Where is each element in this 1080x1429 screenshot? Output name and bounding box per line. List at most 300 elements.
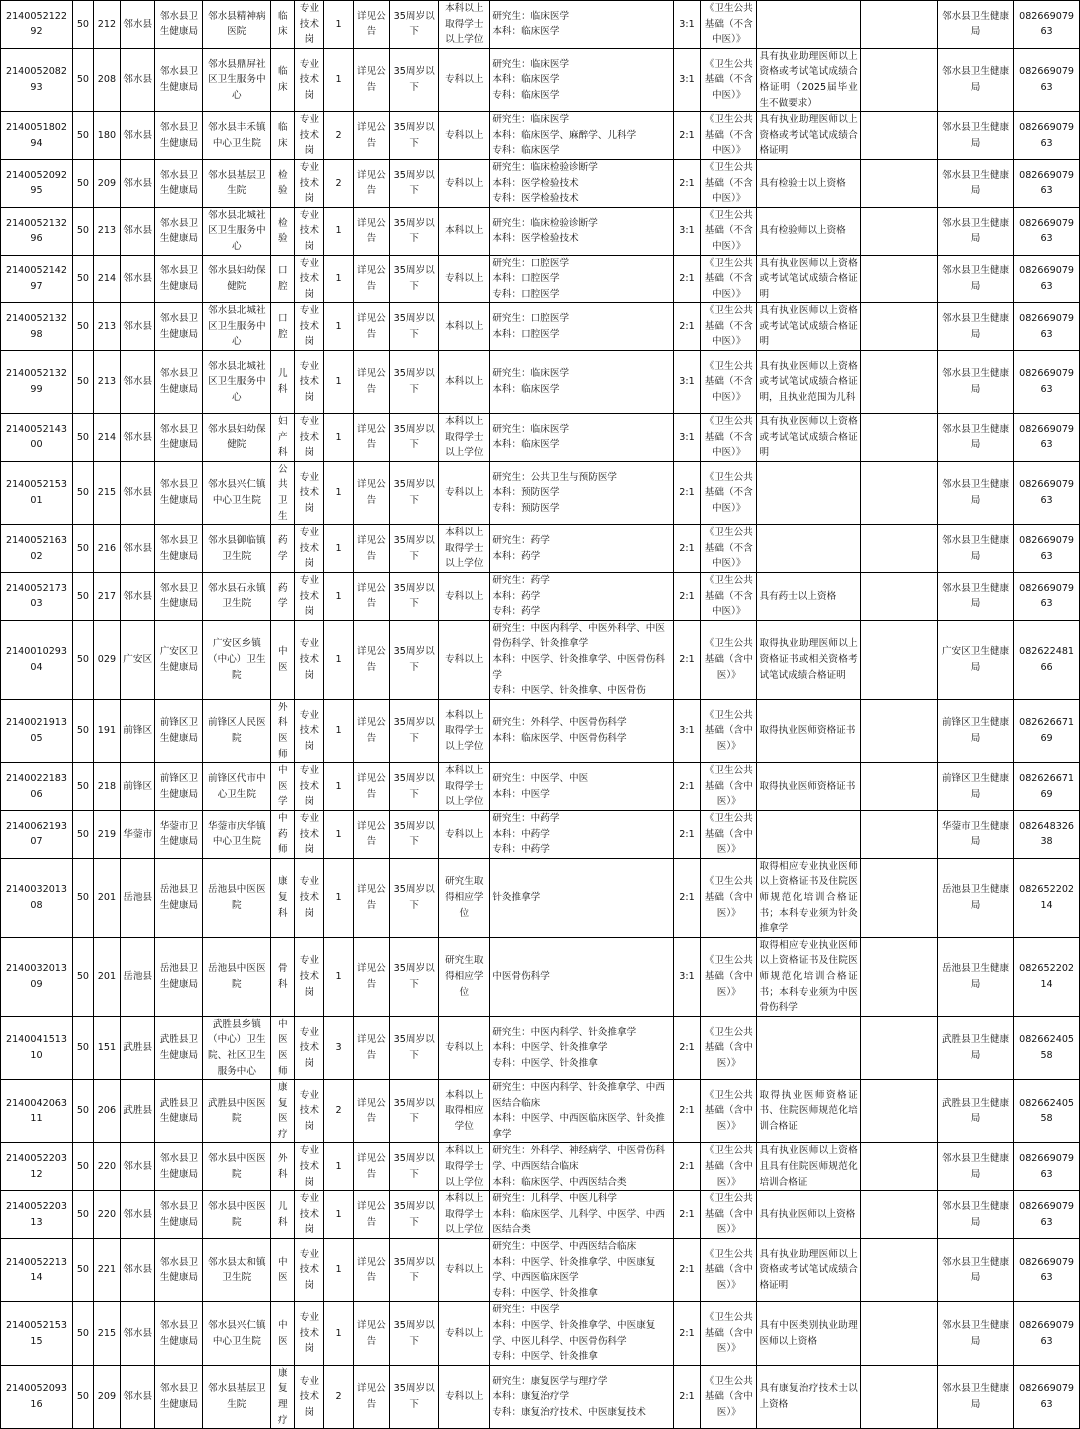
cell-post-name: 外科医师 [271, 699, 295, 762]
cell-post-name: 公共卫生 [271, 461, 295, 524]
cell-unit-code: 216 [93, 525, 120, 573]
cell-position-code: 214002191305 [1, 699, 73, 762]
cell-employer: 邻水县妇幼保健院 [203, 414, 271, 462]
cell-education: 专科以上 [439, 1365, 490, 1428]
cell-remarks [860, 1143, 937, 1191]
cell-position-code: 214003201308 [1, 858, 73, 937]
cell-exam-subject: 《卫生公共基础（不含中医）》 [701, 573, 757, 621]
cell-age-limit: 35周岁以下 [390, 1302, 439, 1365]
cell-exam-ratio: 2:1 [673, 303, 700, 351]
cell-exam-ratio: 2:1 [673, 620, 700, 699]
cell-requirement: 详见公告 [353, 858, 390, 937]
cell-unit-code: 029 [93, 620, 120, 699]
cell-other-requirements [757, 525, 860, 573]
cell-post-type: 专业技术岗 [295, 1143, 324, 1191]
cell-authority: 武胜县卫生健康局 [155, 1080, 203, 1143]
cell-headcount: 1 [324, 1, 353, 49]
cell-remarks [860, 303, 937, 351]
cell-age-limit: 35周岁以下 [390, 48, 439, 111]
cell-major-requirement: 研究生：中医内科学、针灸推拿学 本科：中医学、针灸推拿学 专科：中医学、针灸推拿 [490, 1016, 674, 1079]
cell-district: 邻水县 [120, 255, 154, 303]
cell-unit-code: 151 [93, 1016, 120, 1079]
cell-headcount: 1 [324, 351, 353, 414]
cell-requirement: 详见公告 [353, 525, 390, 573]
cell-employer: 邻水县御临镇卫生院 [203, 525, 271, 573]
cell-category-code: 50 [73, 1365, 94, 1428]
cell-exam-ratio: 2:1 [673, 573, 700, 621]
cell-employer: 邻水县中医医院 [203, 1191, 271, 1239]
cell-district: 广安区 [120, 620, 154, 699]
cell-consult-phone: 08266907963 [1014, 1365, 1080, 1428]
cell-exam-ratio: 2:1 [673, 1239, 700, 1302]
cell-consult-office: 邻水县卫生健康局 [937, 1191, 1013, 1239]
cell-education: 本科以上取得学士以上学位 [439, 699, 490, 762]
table-row [1, 303, 1080, 351]
cell-other-requirements: 具有检验师以上资格 [757, 207, 860, 255]
cell-requirement: 详见公告 [353, 303, 390, 351]
cell-authority: 邻水县卫生健康局 [155, 303, 203, 351]
cell-requirement: 详见公告 [353, 1080, 390, 1143]
cell-category-code: 50 [73, 525, 94, 573]
cell-education: 本科以上 [439, 207, 490, 255]
cell-district: 岳池县 [120, 858, 154, 937]
cell-post-name: 骨科 [271, 937, 295, 1016]
cell-major-requirement: 研究生：康复医学与理疗学 本科：康复治疗学 专科：康复治疗技术、中医康复技术 [490, 1365, 674, 1428]
cell-requirement: 详见公告 [353, 1016, 390, 1079]
table-row [1, 351, 1080, 414]
cell-headcount: 1 [324, 255, 353, 303]
cell-position-code: 214004206311 [1, 1080, 73, 1143]
cell-position-code: 214005208293 [1, 48, 73, 111]
cell-headcount: 2 [324, 112, 353, 160]
cell-other-requirements: 具有执业助理医师以上资格或考试笔试成绩合格证明（2025届毕业生不做要求） [757, 48, 860, 111]
cell-post-name: 中医学 [271, 763, 295, 811]
cell-other-requirements: 具有执业助理医师以上资格或考试笔试成绩合格证明 [757, 112, 860, 160]
cell-unit-code: 213 [93, 351, 120, 414]
cell-age-limit: 35周岁以下 [390, 1, 439, 49]
table-row [1, 1, 1080, 49]
cell-post-name: 康复理疗 [271, 1365, 295, 1428]
cell-consult-phone: 08265220214 [1014, 937, 1080, 1016]
cell-employer: 岳池县中医医院 [203, 937, 271, 1016]
cell-post-type: 专业技术岗 [295, 620, 324, 699]
cell-category-code: 50 [73, 937, 94, 1016]
cell-post-name: 中医 [271, 1239, 295, 1302]
cell-consult-phone: 08266907963 [1014, 48, 1080, 111]
cell-post-type: 专业技术岗 [295, 1302, 324, 1365]
cell-consult-office: 邻水县卫生健康局 [937, 1, 1013, 49]
cell-employer: 邻水县基层卫生院 [203, 1365, 271, 1428]
cell-post-name: 口腔 [271, 303, 295, 351]
cell-district: 邻水县 [120, 207, 154, 255]
cell-authority: 邻水县卫生健康局 [155, 207, 203, 255]
cell-exam-subject: 《卫生公共基础（含中医）》 [701, 1239, 757, 1302]
cell-consult-phone: 08266907963 [1014, 112, 1080, 160]
cell-exam-ratio: 2:1 [673, 461, 700, 524]
cell-consult-phone: 08264832638 [1014, 810, 1080, 858]
cell-employer: 邻水县太和镇卫生院 [203, 1239, 271, 1302]
cell-other-requirements: 具有执业医师以上资格 [757, 1191, 860, 1239]
cell-position-code: 214005216302 [1, 525, 73, 573]
cell-consult-phone: 08266907963 [1014, 207, 1080, 255]
cell-age-limit: 35周岁以下 [390, 1016, 439, 1079]
cell-education: 本科以上取得学士以上学位 [439, 1191, 490, 1239]
cell-post-name: 检验 [271, 207, 295, 255]
cell-exam-ratio: 3:1 [673, 1, 700, 49]
cell-unit-code: 219 [93, 810, 120, 858]
cell-headcount: 2 [324, 1080, 353, 1143]
cell-category-code: 50 [73, 1302, 94, 1365]
cell-headcount: 1 [324, 858, 353, 937]
cell-employer: 邻水县中医医院 [203, 1143, 271, 1191]
cell-unit-code: 217 [93, 573, 120, 621]
cell-consult-office: 武胜县卫生健康局 [937, 1016, 1013, 1079]
cell-employer: 前锋区人民医院 [203, 699, 271, 762]
cell-post-type: 专业技术岗 [295, 112, 324, 160]
cell-post-type: 专业技术岗 [295, 48, 324, 111]
cell-requirement: 详见公告 [353, 1191, 390, 1239]
cell-category-code: 50 [73, 1239, 94, 1302]
cell-headcount: 1 [324, 525, 353, 573]
cell-exam-ratio: 2:1 [673, 112, 700, 160]
cell-consult-phone: 08266907963 [1014, 573, 1080, 621]
cell-major-requirement: 研究生：临床医学 本科：临床医学 [490, 414, 674, 462]
cell-exam-ratio: 2:1 [673, 1016, 700, 1079]
cell-employer: 岳池县中医医院 [203, 858, 271, 937]
cell-requirement: 详见公告 [353, 159, 390, 207]
cell-post-name: 儿科 [271, 1191, 295, 1239]
cell-exam-ratio: 2:1 [673, 255, 700, 303]
cell-employer: 前锋区代市中心卫生院 [203, 763, 271, 811]
cell-age-limit: 35周岁以下 [390, 858, 439, 937]
cell-remarks [860, 763, 937, 811]
cell-unit-code: 213 [93, 207, 120, 255]
cell-requirement: 详见公告 [353, 763, 390, 811]
cell-employer: 邻水县北城社区卫生服务中心 [203, 207, 271, 255]
cell-consult-office: 邻水县卫生健康局 [937, 351, 1013, 414]
cell-remarks [860, 1365, 937, 1428]
cell-post-name: 中医 [271, 1302, 295, 1365]
cell-remarks [860, 525, 937, 573]
cell-authority: 邻水县卫生健康局 [155, 1365, 203, 1428]
cell-district: 华蓥市 [120, 810, 154, 858]
cell-other-requirements: 取得执业医师资格证书 [757, 763, 860, 811]
cell-position-code: 214005214297 [1, 255, 73, 303]
cell-education: 研究生取得相应学位 [439, 858, 490, 937]
cell-consult-phone: 08262667169 [1014, 699, 1080, 762]
cell-post-type: 专业技术岗 [295, 1365, 324, 1428]
cell-exam-subject: 《卫生公共基础（不含中医）》 [701, 255, 757, 303]
cell-consult-phone: 08265220214 [1014, 858, 1080, 937]
cell-exam-ratio: 3:1 [673, 937, 700, 1016]
cell-education: 本科以上取得学士以上学位 [439, 763, 490, 811]
cell-other-requirements: 具有执业助理医师以上资格或考试笔试成绩合格证明 [757, 1239, 860, 1302]
cell-consult-office: 邻水县卫生健康局 [937, 414, 1013, 462]
cell-education: 本科以上 [439, 303, 490, 351]
cell-age-limit: 35周岁以下 [390, 937, 439, 1016]
cell-remarks [860, 620, 937, 699]
cell-unit-code: 214 [93, 255, 120, 303]
cell-education: 专科以上 [439, 159, 490, 207]
cell-consult-office: 邻水县卫生健康局 [937, 112, 1013, 160]
cell-unit-code: 209 [93, 1365, 120, 1428]
cell-other-requirements: 具有执业医师以上资格或考试笔试成绩合格证明 [757, 255, 860, 303]
cell-major-requirement: 研究生：临床医学 本科：临床医学 [490, 351, 674, 414]
cell-other-requirements: 取得执业医师资格证书 [757, 699, 860, 762]
cell-consult-phone: 08266907963 [1014, 461, 1080, 524]
cell-age-limit: 35周岁以下 [390, 112, 439, 160]
cell-post-type: 专业技术岗 [295, 810, 324, 858]
cell-employer: 邻水县兴仁镇中心卫生院 [203, 1302, 271, 1365]
cell-exam-subject: 《卫生公共基础（含中医）》 [701, 858, 757, 937]
cell-major-requirement: 中医骨伤科学 [490, 937, 674, 1016]
cell-requirement: 详见公告 [353, 207, 390, 255]
cell-education: 研究生取得相应学位 [439, 937, 490, 1016]
cell-district: 邻水县 [120, 1, 154, 49]
cell-exam-ratio: 2:1 [673, 1080, 700, 1143]
cell-exam-ratio: 3:1 [673, 207, 700, 255]
cell-education: 专科以上 [439, 573, 490, 621]
cell-unit-code: 215 [93, 461, 120, 524]
cell-remarks [860, 112, 937, 160]
cell-position-code: 214004151310 [1, 1016, 73, 1079]
cell-unit-code: 215 [93, 1302, 120, 1365]
cell-remarks [860, 1239, 937, 1302]
cell-consult-office: 广安区卫生健康局 [937, 620, 1013, 699]
cell-authority: 邻水县卫生健康局 [155, 1143, 203, 1191]
cell-other-requirements: 具有执业医师以上资格或考试笔试成绩合格证明 [757, 414, 860, 462]
cell-exam-subject: 《卫生公共基础（含中医）》 [701, 1191, 757, 1239]
cell-major-requirement: 研究生：中医学 本科：中医学、针灸推拿学、中医康复学、中医儿科学、中医骨伤科学 专科：中医学、针灸推拿 [490, 1302, 674, 1365]
cell-district: 邻水县 [120, 1143, 154, 1191]
cell-other-requirements: 具有中医类别执业助理医师以上资格 [757, 1302, 860, 1365]
cell-authority: 邻水县卫生健康局 [155, 1302, 203, 1365]
cell-consult-phone: 08266907963 [1014, 414, 1080, 462]
cell-consult-phone: 08266907963 [1014, 1191, 1080, 1239]
cell-other-requirements [757, 1016, 860, 1079]
cell-remarks [860, 858, 937, 937]
cell-category-code: 50 [73, 461, 94, 524]
cell-remarks [860, 1302, 937, 1365]
table-row [1, 525, 1080, 573]
cell-post-type: 专业技术岗 [295, 1191, 324, 1239]
cell-post-type: 专业技术岗 [295, 1239, 324, 1302]
cell-consult-office: 邻水县卫生健康局 [937, 48, 1013, 111]
cell-consult-office: 邻水县卫生健康局 [937, 255, 1013, 303]
cell-education: 专科以上 [439, 461, 490, 524]
cell-age-limit: 35周岁以下 [390, 763, 439, 811]
cell-employer: 邻水县精神病医院 [203, 1, 271, 49]
cell-consult-office: 邻水县卫生健康局 [937, 1143, 1013, 1191]
cell-requirement: 详见公告 [353, 1302, 390, 1365]
cell-district: 前锋区 [120, 699, 154, 762]
cell-exam-subject: 《卫生公共基础（含中医）》 [701, 1143, 757, 1191]
table-row [1, 1143, 1080, 1191]
cell-exam-subject: 《卫生公共基础（不含中医）》 [701, 48, 757, 111]
cell-employer: 邻水县鼎屏社区卫生服务中心 [203, 48, 271, 111]
cell-headcount: 1 [324, 303, 353, 351]
cell-post-type: 专业技术岗 [295, 1, 324, 49]
cell-category-code: 50 [73, 573, 94, 621]
cell-age-limit: 35周岁以下 [390, 414, 439, 462]
cell-remarks [860, 207, 937, 255]
cell-category-code: 50 [73, 1080, 94, 1143]
cell-age-limit: 35周岁以下 [390, 699, 439, 762]
cell-position-code: 214005180294 [1, 112, 73, 160]
cell-position-code: 214005214300 [1, 414, 73, 462]
cell-category-code: 50 [73, 810, 94, 858]
cell-category-code: 50 [73, 207, 94, 255]
cell-position-code: 214005220312 [1, 1143, 73, 1191]
cell-consult-office: 邻水县卫生健康局 [937, 1365, 1013, 1428]
cell-other-requirements: 具有药士以上资格 [757, 573, 860, 621]
cell-education: 专科以上 [439, 1016, 490, 1079]
cell-category-code: 50 [73, 159, 94, 207]
cell-requirement: 详见公告 [353, 461, 390, 524]
cell-major-requirement: 研究生：口腔医学 本科：口腔医学 [490, 303, 674, 351]
cell-headcount: 1 [324, 1239, 353, 1302]
cell-employer: 邻水县丰禾镇中心卫生院 [203, 112, 271, 160]
cell-major-requirement: 研究生：外科学、神经病学、中医骨伤科学、中西医结合临床 本科：临床医学、中西医结合类 [490, 1143, 674, 1191]
cell-remarks [860, 48, 937, 111]
cell-district: 前锋区 [120, 763, 154, 811]
cell-exam-subject: 《卫生公共基础（不含中医）》 [701, 351, 757, 414]
cell-category-code: 50 [73, 48, 94, 111]
table-row [1, 159, 1080, 207]
cell-age-limit: 35周岁以下 [390, 461, 439, 524]
table-row [1, 858, 1080, 937]
cell-exam-subject: 《卫生公共基础（含中医）》 [701, 1016, 757, 1079]
cell-remarks [860, 414, 937, 462]
cell-position-code: 214005213299 [1, 351, 73, 414]
cell-other-requirements: 取得相应专业执业医师以上资格证书及住院医师规范化培训合格证书；本科专业须为针灸推拿学 [757, 858, 860, 937]
cell-major-requirement: 研究生：临床检验诊断学 本科：医学检验技术 专科：医学检验技术 [490, 159, 674, 207]
cell-age-limit: 35周岁以下 [390, 1365, 439, 1428]
cell-headcount: 1 [324, 414, 353, 462]
cell-category-code: 50 [73, 1143, 94, 1191]
cell-district: 邻水县 [120, 48, 154, 111]
cell-post-name: 口腔 [271, 255, 295, 303]
cell-major-requirement: 研究生：中药学 本科：中药学 专科：中药学 [490, 810, 674, 858]
cell-remarks [860, 461, 937, 524]
cell-consult-office: 武胜县卫生健康局 [937, 1080, 1013, 1143]
cell-requirement: 详见公告 [353, 48, 390, 111]
cell-category-code: 50 [73, 763, 94, 811]
cell-consult-office: 邻水县卫生健康局 [937, 159, 1013, 207]
cell-headcount: 1 [324, 699, 353, 762]
cell-age-limit: 35周岁以下 [390, 351, 439, 414]
cell-post-type: 专业技术岗 [295, 858, 324, 937]
cell-consult-phone: 08266907963 [1014, 525, 1080, 573]
cell-district: 邻水县 [120, 112, 154, 160]
cell-district: 邻水县 [120, 303, 154, 351]
cell-exam-subject: 《卫生公共基础（不含中医）》 [701, 207, 757, 255]
cell-post-type: 专业技术岗 [295, 255, 324, 303]
cell-post-name: 检验 [271, 159, 295, 207]
cell-consult-office: 邻水县卫生健康局 [937, 303, 1013, 351]
cell-age-limit: 35周岁以下 [390, 1080, 439, 1143]
cell-exam-ratio: 2:1 [673, 858, 700, 937]
cell-position-code: 214005212292 [1, 1, 73, 49]
cell-major-requirement: 研究生：外科学、中医骨伤科学 本科：临床医学、中医骨伤科学 [490, 699, 674, 762]
cell-education: 本科以上取得学士以上学位 [439, 1, 490, 49]
cell-age-limit: 35周岁以下 [390, 303, 439, 351]
table-row [1, 414, 1080, 462]
cell-employer: 邻水县妇幼保健院 [203, 255, 271, 303]
cell-headcount: 1 [324, 1143, 353, 1191]
cell-district: 岳池县 [120, 937, 154, 1016]
table-row [1, 573, 1080, 621]
cell-unit-code: 218 [93, 763, 120, 811]
cell-education: 专科以上 [439, 112, 490, 160]
cell-authority: 前锋区卫生健康局 [155, 699, 203, 762]
cell-category-code: 50 [73, 112, 94, 160]
cell-post-name: 外科 [271, 1143, 295, 1191]
table-row [1, 1239, 1080, 1302]
cell-consult-phone: 08266907963 [1014, 1, 1080, 49]
cell-remarks [860, 1016, 937, 1079]
cell-requirement: 详见公告 [353, 1365, 390, 1428]
cell-other-requirements [757, 461, 860, 524]
cell-requirement: 详见公告 [353, 255, 390, 303]
cell-employer: 邻水县兴仁镇中心卫生院 [203, 461, 271, 524]
cell-post-type: 专业技术岗 [295, 1016, 324, 1079]
cell-education: 专科以上 [439, 255, 490, 303]
cell-requirement: 详见公告 [353, 414, 390, 462]
cell-consult-office: 前锋区卫生健康局 [937, 763, 1013, 811]
cell-post-type: 专业技术岗 [295, 207, 324, 255]
cell-headcount: 2 [324, 159, 353, 207]
cell-post-name: 中医 [271, 620, 295, 699]
cell-authority: 邻水县卫生健康局 [155, 1239, 203, 1302]
cell-age-limit: 35周岁以下 [390, 1191, 439, 1239]
cell-unit-code: 221 [93, 1239, 120, 1302]
cell-unit-code: 201 [93, 937, 120, 1016]
cell-remarks [860, 573, 937, 621]
cell-exam-subject: 《卫生公共基础（含中医）》 [701, 1080, 757, 1143]
cell-post-name: 康复医疗 [271, 1080, 295, 1143]
cell-district: 武胜县 [120, 1016, 154, 1079]
cell-authority: 邻水县卫生健康局 [155, 414, 203, 462]
cell-education: 本科以上取得学士以上学位 [439, 525, 490, 573]
cell-education: 本科以上取得相应学位 [439, 1080, 490, 1143]
cell-consult-office: 岳池县卫生健康局 [937, 858, 1013, 937]
cell-consult-office: 邻水县卫生健康局 [937, 1239, 1013, 1302]
cell-requirement: 详见公告 [353, 937, 390, 1016]
cell-major-requirement: 研究生：药学 本科：药学 专科：药学 [490, 573, 674, 621]
cell-post-type: 专业技术岗 [295, 461, 324, 524]
cell-position-code: 214005213296 [1, 207, 73, 255]
cell-authority: 邻水县卫生健康局 [155, 159, 203, 207]
cell-authority: 邻水县卫生健康局 [155, 1191, 203, 1239]
cell-exam-subject: 《卫生公共基础（含中医）》 [701, 1365, 757, 1428]
cell-category-code: 50 [73, 699, 94, 762]
cell-requirement: 详见公告 [353, 810, 390, 858]
cell-unit-code: 209 [93, 159, 120, 207]
cell-remarks [860, 1, 937, 49]
table-row [1, 763, 1080, 811]
cell-exam-subject: 《卫生公共基础（含中医）》 [701, 810, 757, 858]
cell-major-requirement: 研究生：儿科学、中医儿科学 本科：临床医学、儿科学、中医学、中西医结合类 [490, 1191, 674, 1239]
cell-post-name: 中药师 [271, 810, 295, 858]
cell-age-limit: 35周岁以下 [390, 159, 439, 207]
cell-authority: 邻水县卫生健康局 [155, 1, 203, 49]
cell-headcount: 1 [324, 573, 353, 621]
cell-headcount: 1 [324, 461, 353, 524]
cell-consult-phone: 08266907963 [1014, 159, 1080, 207]
cell-remarks [860, 1191, 937, 1239]
cell-post-type: 专业技术岗 [295, 303, 324, 351]
